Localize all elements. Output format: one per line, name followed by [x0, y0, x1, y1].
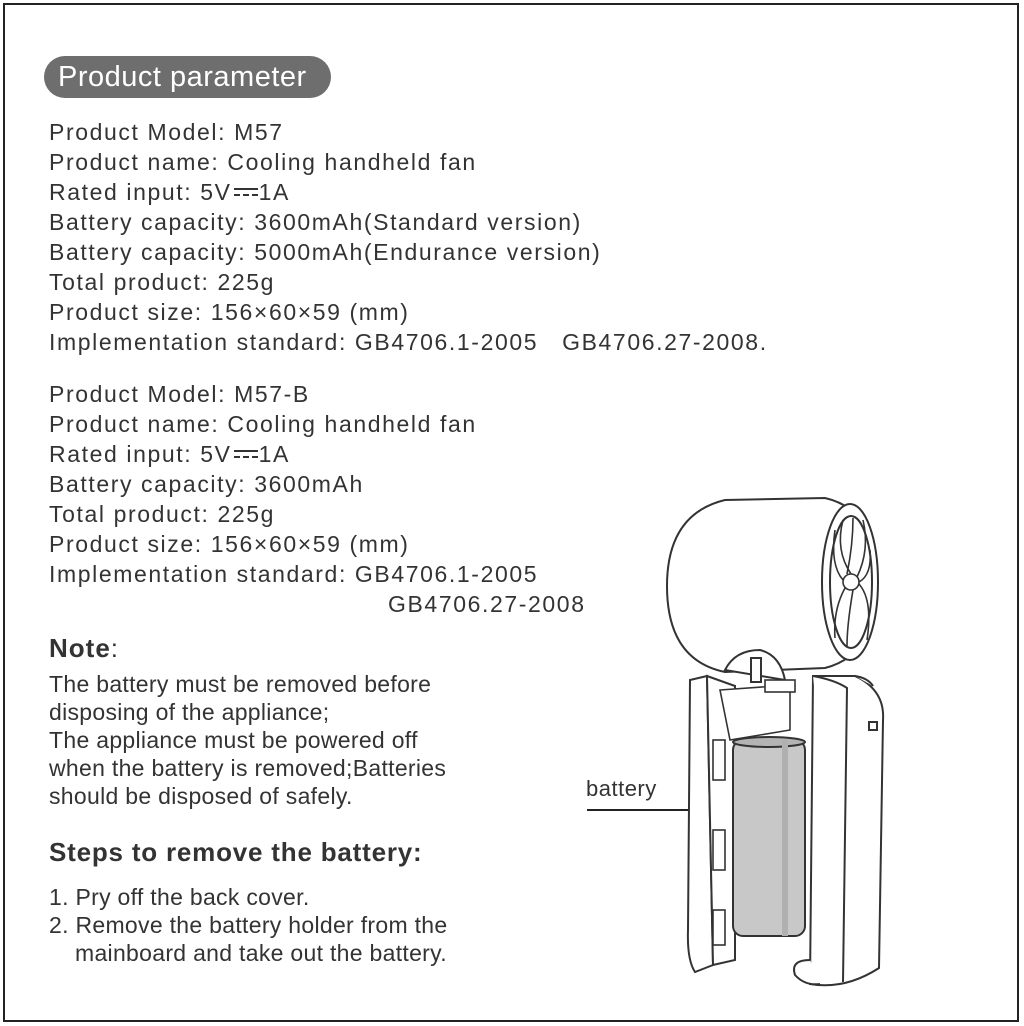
- spec-rated-input: [49, 439, 586, 469]
- step-item: 1. Pry off the back cover.: [49, 884, 310, 910]
- dc-current-symbol-icon: [234, 447, 258, 461]
- note-line: The appliance must be powered off: [49, 727, 418, 753]
- note-line: when the battery is removed;Batteries: [49, 755, 447, 781]
- rated-input-suffix: 1A: [258, 179, 290, 205]
- spec-standard: Implementation standard: GB4706.1-2005 GB4706.27-2008.: [49, 329, 768, 355]
- spec-size: Product size: 156×60×59 (mm): [49, 531, 410, 557]
- spec-battery-standard: Battery capacity: 3600mAh(Standard version): [49, 209, 582, 235]
- note-line: should be disposed of safely.: [49, 783, 353, 809]
- rated-input-suffix: 1A: [258, 441, 290, 467]
- fan-head: [667, 498, 878, 672]
- section-title-badge: Product parameter: [44, 56, 331, 98]
- fan-body-right-shell: [794, 676, 883, 985]
- note-heading-text: Note: [49, 633, 111, 663]
- spec-block-m57b: [49, 379, 586, 619]
- battery-cell: [733, 737, 805, 936]
- spec-model: Product Model: M57: [49, 119, 284, 145]
- spec-battery: Battery capacity: 3600mAh: [49, 471, 364, 497]
- step-item-cont: mainboard and take out the battery.: [75, 940, 447, 966]
- spec-battery-endurance: Battery capacity: 5000mAh(Endurance version): [49, 239, 602, 265]
- note-heading: [49, 633, 119, 664]
- spec-standard-cont: GB4706.27-2008: [388, 591, 586, 617]
- spec-name: Product name: Cooling handheld fan: [49, 411, 477, 437]
- note-line: disposing of the appliance;: [49, 699, 330, 725]
- spec-name: Product name: Cooling handheld fan: [49, 149, 477, 175]
- spec-total: Total product: 225g: [49, 501, 276, 527]
- battery-callout-label: battery: [586, 776, 657, 801]
- fan-battery-diagram: [585, 490, 895, 1000]
- spec-standard: Implementation standard: GB4706.1-2005: [49, 561, 539, 587]
- rated-input-prefix: Rated input: 5V: [49, 441, 232, 467]
- rated-input-prefix: Rated input: 5V: [49, 179, 232, 205]
- step-item: 2. Remove the battery holder from the: [49, 912, 448, 938]
- spec-block-m57: [49, 117, 768, 357]
- note-line: The battery must be removed before: [49, 671, 432, 697]
- steps-list: [49, 883, 447, 967]
- spec-size: Product size: 156×60×59 (mm): [49, 299, 410, 325]
- spec-rated-input: [49, 177, 768, 207]
- note-body: [49, 670, 446, 810]
- note-heading-colon: :: [110, 633, 120, 663]
- spec-total: Total product: 225g: [49, 269, 276, 295]
- spec-model: Product Model: M57-B: [49, 381, 310, 407]
- steps-heading: Steps to remove the battery:: [49, 837, 423, 867]
- dc-current-symbol-icon: [234, 185, 258, 199]
